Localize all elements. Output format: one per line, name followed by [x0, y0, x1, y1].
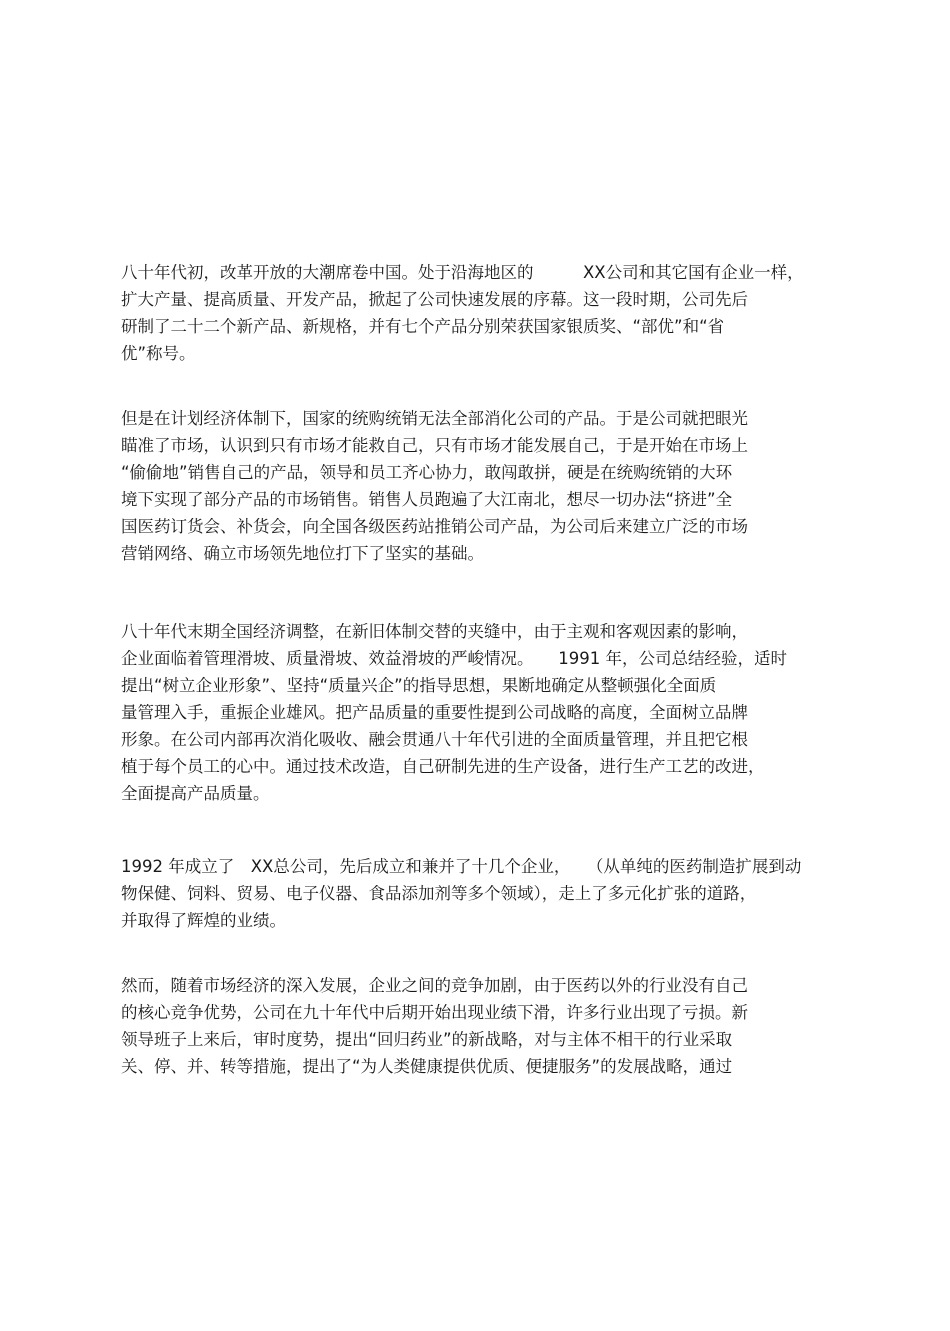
- text-line: 优”称号。: [121, 344, 196, 363]
- text-line: 全面提高产品质量。: [121, 784, 270, 803]
- text-line: 形象。在公司内部再次消化吸收、融会贯通八十年代引进的全面质量管理，并且把它根: [121, 730, 748, 749]
- text-line: 营销网络、确立市场领先地位打下了坚实的基础。: [121, 544, 484, 563]
- text-line: 1992 年成立了 XX总公司，先后成立和兼并了十几个企业， （从单纯的医药制造扩展到动: [121, 857, 802, 876]
- text-line: 研制了二十二个新产品、新规格，并有七个产品分别荣获国家银质奖、“部优”和“省: [121, 317, 725, 336]
- text-line: 并取得了辉煌的业绩。: [121, 911, 286, 930]
- text-line: 领导班子上来后，审时度势，提出“回归药业”的新战略，对与主体不相干的行业采取: [121, 1030, 733, 1049]
- paragraph-4: [121, 853, 821, 934]
- text-line: 植于每个员工的心中。通过技术改造，自己研制先进的生产设备，进行生产工艺的改进，: [121, 757, 765, 776]
- text-line: 提出“树立企业形象”、坚持“质量兴企”的指导思想，果断地确定从整顿强化全面质: [121, 676, 717, 695]
- text-line: 量管理入手，重振企业雄风。把产品质量的重要性提到公司战略的高度，全面树立品牌: [121, 703, 748, 722]
- text-line: 八十年代末期全国经济调整，在新旧体制交替的夹缝中，由于主观和客观因素的影响，: [121, 622, 748, 641]
- text-line: 企业面临着管理滑坡、质量滑坡、效益滑坡的严峻情况。 1991 年，公司总结经验，适时: [121, 649, 787, 668]
- paragraph-3: [121, 618, 821, 807]
- text-line: 但是在计划经济体制下，国家的统购统销无法全部消化公司的产品。于是公司就把眼光: [121, 409, 748, 428]
- text-line: “偷偷地”销售自己的产品，领导和员工齐心协力，敢闯敢拼，硬是在统购统销的大环: [121, 463, 733, 482]
- text-line: 物保健、饲料、贸易、电子仪器、食品添加剂等多个领域），走上了多元化扩张的道路，: [121, 884, 757, 903]
- text-line: 关、停、并、转等措施，提出了“为人类健康提供优质、便捷服务”的发展战略，通过: [121, 1057, 733, 1076]
- text-line: 国医药订货会、补货会，向全国各级医药站推销公司产品，为公司后来建立广泛的市场: [121, 517, 748, 536]
- paragraph-1: [121, 259, 821, 367]
- text-line: 境下实现了部分产品的市场销售。销售人员跑遍了大江南北，想尽一切办法“挤进”全: [121, 490, 733, 509]
- paragraph-2: [121, 405, 821, 567]
- text-line: 扩大产量、提高质量、开发产品，掀起了公司快速发展的序幕。这一段时期，公司先后: [121, 290, 748, 309]
- text-line: 然而，随着市场经济的深入发展，企业之间的竞争加剧，由于医药以外的行业没有自己: [121, 976, 748, 995]
- text-line: 瞄准了市场，认识到只有市场才能救自己，只有市场才能发展自己，于是开始在市场上: [121, 436, 748, 455]
- paragraph-5: [121, 972, 821, 1080]
- text-line: 八十年代初，改革开放的大潮席卷中国。处于沿海地区的 XX公司和其它国有企业一样，: [121, 263, 804, 282]
- text-line: 的核心竞争优势，公司在九十年代中后期开始出现业绩下滑，许多行业出现了亏损。新: [121, 1003, 748, 1022]
